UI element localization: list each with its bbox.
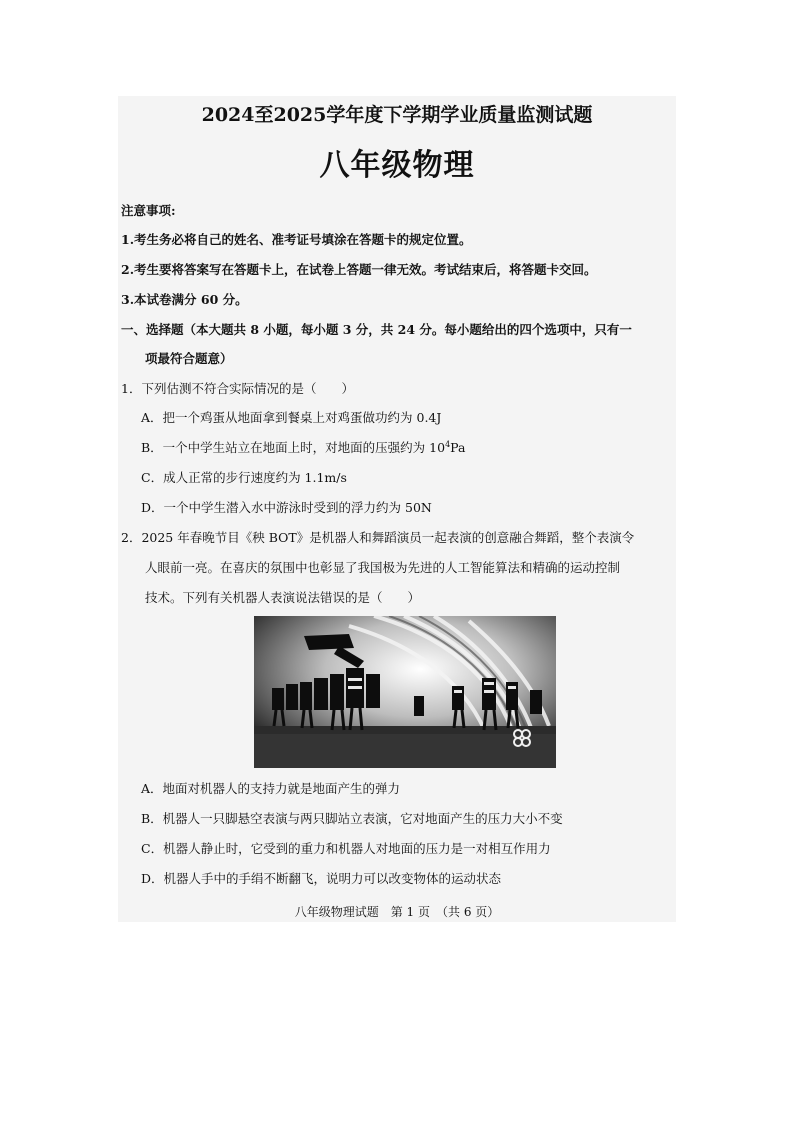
page-footer: 八年级物理试题 第 1 页 （共 6 页）: [294, 905, 500, 919]
question-2-option-d: D．机器人手中的手绢不断翻飞，说明力可以改变物体的运动状态: [141, 871, 502, 886]
notice-item: 1.考生务必将自己的姓名、准考证号填涂在答题卡的规定位置。: [121, 232, 472, 247]
option-b-exponent: 4: [445, 439, 451, 449]
question-2-option-a: A．地面对机器人的支持力就是地面产生的弹力: [141, 781, 401, 796]
question-2-stem-cont: 人眼前一亮。在喜庆的氛围中也彰显了我国极为先进的人工智能算法和精确的运动控制: [145, 560, 621, 575]
notice-item: 2.考生要将答案写在答题卡上，在试卷上答题一律无效。考试结束后，将答题卡交回。: [121, 262, 597, 277]
robot-dance-photo: [254, 616, 556, 768]
section-heading-cont: 项最符合题意）: [145, 351, 233, 366]
question-1-option-b: [141, 438, 465, 456]
question-1-option-a: A．把一个鸡蛋从地面拿到餐桌上对鸡蛋做功约为 0.4J: [141, 410, 442, 425]
section-heading: 一、选择题（本大题共 8 小题，每小题 3 分，共 24 分。每小题给出的四个选项中，只有一: [121, 322, 632, 337]
robot-dance-illustration: [254, 616, 556, 768]
notice-heading: 注意事项:: [121, 203, 176, 218]
question-1-stem: 1．下列估测不符合实际情况的是（ ）: [121, 381, 354, 396]
question-2-option-c: C．机器人静止时，它受到的重力和机器人对地面的压力是一对相互作用力: [141, 841, 551, 856]
subject-title: 八年级物理: [319, 148, 475, 183]
option-b-unit: Pa: [450, 440, 466, 455]
exam-title: 2024至2025学年度下学期学业质量监测试题: [201, 104, 593, 126]
question-1-option-d: D．一个中学生潜入水中游泳时受到的浮力约为 50N: [141, 500, 432, 515]
question-2-option-b: B．机器人一只脚悬空表演与两只脚站立表演，它对地面产生的压力大小不变: [141, 811, 563, 826]
notice-item: 3.本试卷满分 60 分。: [121, 292, 248, 307]
question-2-stem: 2．2025 年春晚节目《秧 BOT》是机器人和舞蹈演员一起表演的创意融合舞蹈，整个表演令: [121, 530, 635, 545]
question-1-option-c: C．成人正常的步行速度约为 1.1m/s: [141, 470, 347, 485]
option-b-text: B．一个中学生站立在地面上时，对地面的压强约为 10: [141, 440, 446, 455]
question-2-stem-cont: 技术。下列有关机器人表演说法错误的是（ ）: [145, 590, 421, 605]
